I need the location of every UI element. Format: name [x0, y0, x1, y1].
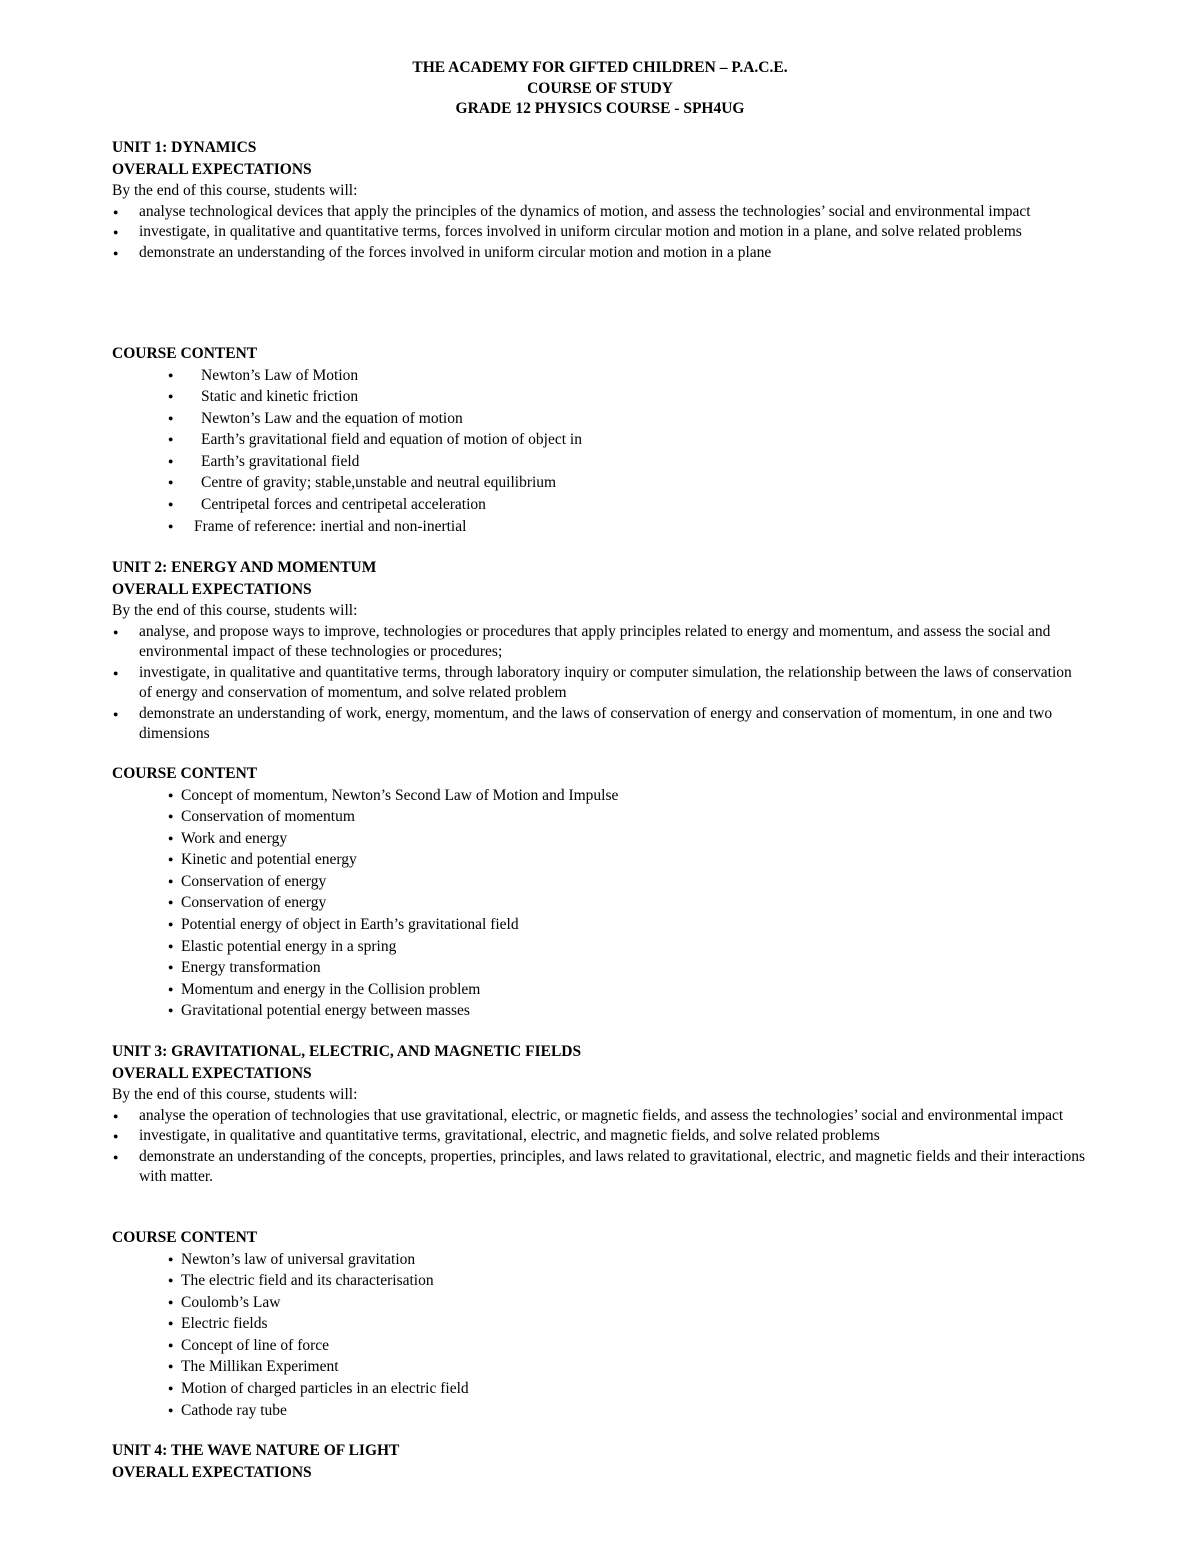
unit-title: UNIT 2: ENERGY AND MOMENTUM — [112, 559, 377, 576]
school-name: THE ACADEMY FOR GIFTED CHILDREN – P.A.C.E. — [412, 59, 788, 76]
content-item: ● Coulomb’s Law — [112, 1292, 1087, 1314]
content-list — [112, 365, 1087, 538]
expectation-item: ● demonstrate an understanding of work, energy, momentum, and the laws of conservation of energy and conservation of momentum, in one and two dimensions — [112, 704, 1087, 745]
content-item: ● Conservation of energy — [112, 871, 1087, 893]
content-heading: COURSE CONTENT — [112, 765, 258, 782]
content-item: ● The Millikan Experiment — [112, 1356, 1087, 1378]
expectation-item: ● analyse the operation of technologies that use gravitational, electric, or magnetic fields, and assess the technologies’ social and environmental impact — [112, 1106, 1087, 1127]
content-item: ● Newton’s Law of Motion — [112, 365, 1087, 387]
expectations-list — [112, 1106, 1087, 1188]
content-item: ● The electric field and its characterisation — [112, 1270, 1087, 1292]
expectation-item: ● demonstrate an understanding of the forces involved in uniform circular motion and motion in a plane — [112, 243, 1087, 264]
content-list — [112, 1249, 1087, 1422]
content-heading: COURSE CONTENT — [112, 1229, 258, 1246]
expectation-item: ● analyse, and propose ways to improve, technologies or procedures that apply principles related to energy and momentum, and assess the social and environmental impact of these technologies or procedures; — [112, 622, 1087, 663]
expectations-heading: OVERALL EXPECTATIONS — [112, 160, 312, 178]
content-item: ● Concept of momentum, Newton’s Second Law of Motion and Impulse — [112, 785, 1087, 807]
content-item: ● Motion of charged particles in an electric field — [112, 1378, 1087, 1400]
expectations-intro: By the end of this course, students will: — [112, 602, 358, 619]
expectations-heading: OVERALL EXPECTATIONS — [112, 1064, 312, 1082]
content-item: ● Gravitational potential energy between masses — [112, 1000, 1087, 1022]
expectations-list — [112, 202, 1087, 264]
content-item: ● Concept of line of force — [112, 1335, 1087, 1357]
content-item: ● Newton’s Law and the equation of motion — [112, 408, 1087, 430]
content-item: ● Centre of gravity; stable,unstable and neutral equilibrium — [112, 472, 1087, 494]
content-item: ● Earth’s gravitational field and equation of motion of object in — [112, 429, 1087, 451]
unit-3-content — [112, 1227, 1087, 1421]
content-list — [112, 785, 1087, 1023]
expectation-item: ● investigate, in qualitative and quantitative terms, through laboratory inquiry or computer simulation, the relationship between the laws of conservation of energy and conservation of momentum, and solve related problem — [112, 663, 1087, 704]
expectation-item: ● demonstrate an understanding of the concepts, properties, principles, and laws related to gravitational, electric, and magnetic fields and their interactions with matter. — [112, 1147, 1087, 1188]
unit-1-content — [112, 343, 1087, 537]
content-item: ● Conservation of momentum — [112, 806, 1087, 828]
unit-title: UNIT 1: DYNAMICS — [112, 139, 257, 156]
course-title: GRADE 12 PHYSICS COURSE - SPH4UG — [455, 100, 745, 117]
content-item: ● Kinetic and potential energy — [112, 849, 1087, 871]
content-item: ● Cathode ray tube — [112, 1400, 1087, 1422]
content-item: ● Newton’s law of universal gravitation — [112, 1249, 1087, 1271]
unit-4-expectations — [112, 1440, 1087, 1483]
content-item: ● Electric fields — [112, 1313, 1087, 1335]
content-item: ● Conservation of energy — [112, 892, 1087, 914]
content-item: ● Frame of reference: inertial and non-inertial — [112, 516, 1087, 538]
expectations-intro: By the end of this course, students will: — [112, 182, 358, 199]
expectations-intro: By the end of this course, students will: — [112, 1086, 358, 1103]
content-item: ● Momentum and energy in the Collision problem — [112, 979, 1087, 1001]
content-item: ● Energy transformation — [112, 957, 1087, 979]
expectation-item: ● investigate, in qualitative and quantitative terms, forces involved in uniform circular motion and motion in a plane, and solve related problems — [112, 222, 1087, 243]
unit-2-content — [112, 763, 1087, 1022]
expectations-list — [112, 622, 1087, 745]
document-type: COURSE OF STUDY — [527, 79, 673, 97]
expectations-heading: OVERALL EXPECTATIONS — [112, 580, 312, 598]
expectation-item: ● investigate, in qualitative and quantitative terms, gravitational, electric, and magnetic fields, and solve related problems — [112, 1126, 1087, 1147]
unit-3-expectations — [112, 1041, 1087, 1188]
expectations-heading: OVERALL EXPECTATIONS — [112, 1463, 312, 1481]
expectation-item: ● analyse technological devices that apply the principles of the dynamics of motion, and assess the technologies’ social and environmental impact — [112, 202, 1087, 223]
unit-1-expectations — [112, 137, 1087, 263]
content-item: ● Potential energy of object in Earth’s gravitational field — [112, 914, 1087, 936]
content-heading: COURSE CONTENT — [112, 345, 258, 362]
content-item: ● Earth’s gravitational field — [112, 451, 1087, 473]
content-item: ● Centripetal forces and centripetal acceleration — [112, 494, 1087, 516]
unit-title: UNIT 3: GRAVITATIONAL, ELECTRIC, AND MAGNETIC FIELDS — [112, 1043, 582, 1060]
content-item: ● Work and energy — [112, 828, 1087, 850]
content-item: ● Elastic potential energy in a spring — [112, 936, 1087, 958]
unit-title: UNIT 4: THE WAVE NATURE OF LIGHT — [112, 1442, 400, 1459]
content-item: ● Static and kinetic friction — [112, 386, 1087, 408]
unit-2-expectations — [112, 557, 1087, 745]
document-header — [0, 58, 1200, 120]
